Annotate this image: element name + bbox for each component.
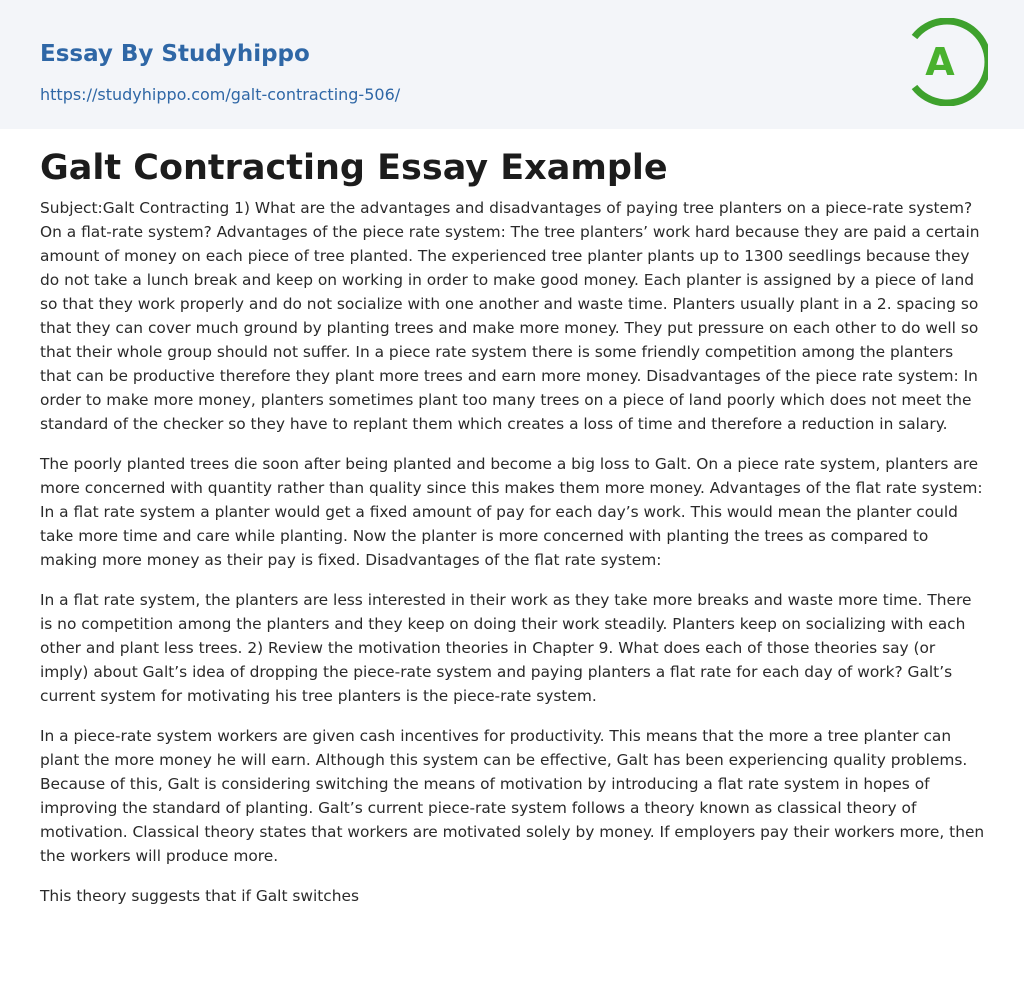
essay-title: Galt Contracting Essay Example (40, 148, 668, 188)
essay-paragraph-5: This theory suggests that if Galt switches (40, 887, 360, 905)
logo-letter: A (925, 40, 955, 84)
studyhippo-logo-icon (910, 18, 988, 106)
brand-title: Essay By Studyhippo (40, 41, 310, 67)
source-url-link[interactable]: https://studyhippo.com/galt-contracting-506/ (40, 85, 401, 104)
essay-paragraph-3: In a flat rate system, the planters are less interested in their work as they take more breaks and waste more time. There is no competition among the planters and they keep on doing their work steadily. Planters keep on socializing with each other and plant less trees. 2) Review the motivation theories in Chapter 9. What does each of those theories say (or imply) about Galt’s idea of dropping the piece-rate system and paying planters a flat rate for each day of work? Galt’s current system for motivating his tree planters is the piece-rate system. (40, 591, 972, 705)
essay-paragraph-2: The poorly planted trees die soon after being planted and become a big loss to Galt. On a piece rate system, planters are more concerned with quantity rather than quality since this makes them more money. Advantages of the flat rate system: In a flat rate system a planter would get a fixed amount of pay for each day’s work. This would mean the planter could take more time and care while planting. Now the planter is more concerned with planting the trees as compared to making more money as their pay is fixed. Disadvantages of the flat rate system: (40, 455, 983, 569)
essay-content (40, 146, 986, 924)
site-header (0, 0, 1024, 129)
essay-paragraph-1: Subject:Galt Contracting 1) What are the advantages and disadvantages of paying tree planters on a piece-rate system? On a flat-rate system? Advantages of the piece rate system: The tree planters’ work hard because they are paid a certain amount of money on each piece of tree planted. The experienced tree planter plants up to 1300 seedlings because they do not take a lunch break and keep on working in order to make good money. Each planter is assigned by a piece of land so that they work properly and do not socialize with one another and waste time. Planters usually plant in a 2. spacing so that they can cover much ground by planting trees and make more money. They put pressure on each other to do well so that their whole group should not suffer. In a piece rate system there is some friendly competition among the planters that can be productive therefore they plant more trees and earn more money. Disadvantages of the piece rate system: In order to make more money, planters sometimes plant too many trees on a piece of land poorly which does not meet the standard of the checker so they have to replant them which creates a loss of time and therefore a reduction in salary. (40, 199, 980, 433)
essay-paragraph-4: In a piece-rate system workers are given cash incentives for productivity. This means that the more a tree planter can plant the more money he will earn. Although this system can be effective, Galt has been experiencing quality problems. Because of this, Galt is considering switching the means of motivation by introducing a flat rate system in hopes of improving the standard of planting. Galt’s current piece-rate system follows a theory known as classical theory of motivation. Classical theory states that workers are motivated solely by money. If employers pay their workers more, then the workers will produce more. (40, 727, 985, 865)
